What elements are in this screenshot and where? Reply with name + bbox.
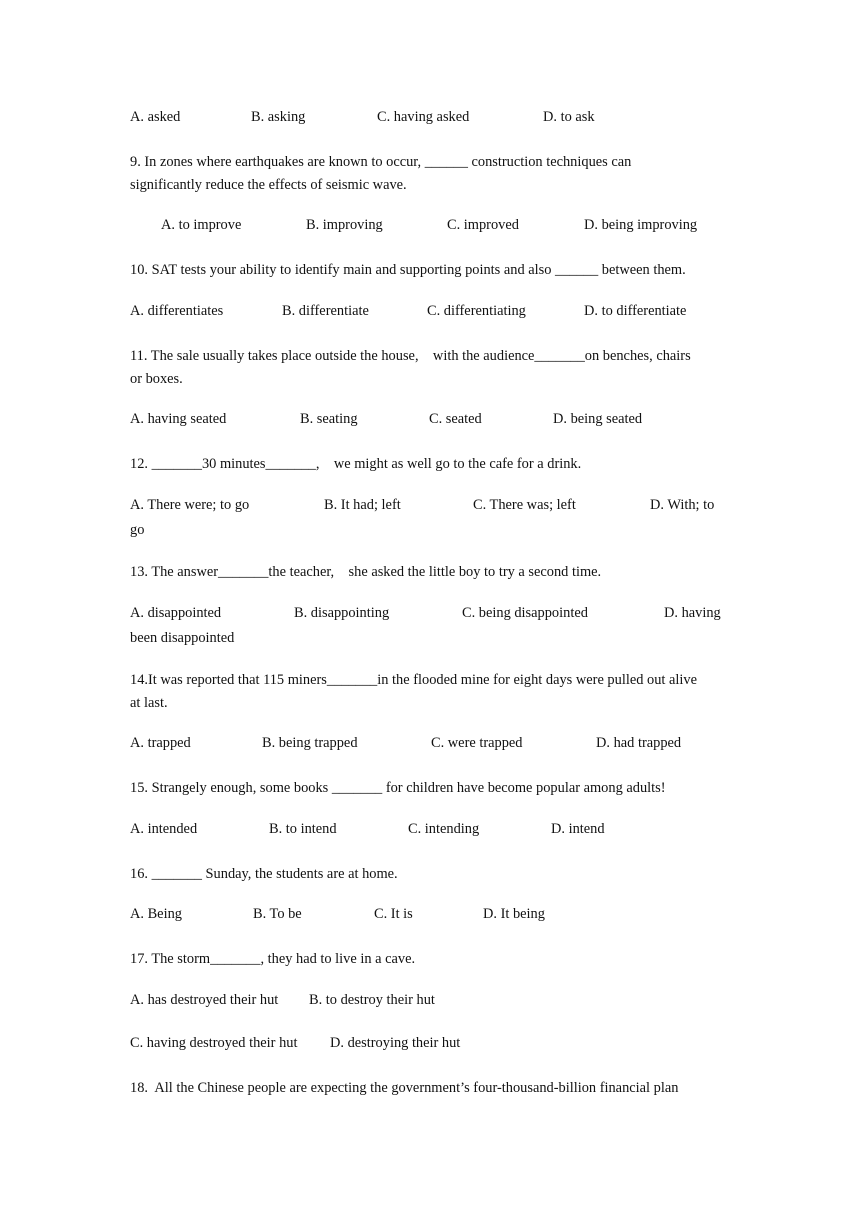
q16-option-c: C. It is (374, 906, 413, 922)
q14-options (0, 735, 860, 755)
q15-option-d: D. intend (551, 821, 605, 837)
q17-option-c: C. having destroyed their hut (130, 1035, 298, 1051)
q17-option-a: A. has destroyed their hut (130, 992, 279, 1008)
q9-option-c: C. improved (447, 217, 519, 233)
q11-stem-line2: or boxes. (130, 371, 183, 387)
q11-stem-line1: 11. The sale usually takes place outside the house, with the audience_______on benches, chairs (130, 348, 691, 364)
q12-option-d: D. With; to (650, 497, 715, 513)
q14-option-b: B. being trapped (262, 735, 358, 751)
q16-option-b: B. To be (253, 906, 302, 922)
q9-stem-line2: significantly reduce the effects of seismic wave. (130, 177, 407, 193)
q9-option-a: A. to improve (161, 217, 242, 233)
q13-options (0, 605, 860, 625)
q8-option-b: B. asking (251, 109, 306, 125)
q11-option-d: D. being seated (553, 411, 643, 427)
q9-option-b: B. improving (306, 217, 383, 233)
q13-option-b: B. disappointing (294, 605, 390, 621)
q13-option-a: A. disappointed (130, 605, 222, 621)
q17-option-d: D. destroying their hut (330, 1035, 461, 1051)
q10-option-c: C. differentiating (427, 303, 526, 319)
q14-option-a: A. trapped (130, 735, 191, 751)
q8-options (0, 109, 860, 129)
q9-options (0, 217, 860, 237)
q13-option-c: C. being disappointed (462, 605, 588, 621)
q9-option-d: D. being improving (584, 217, 698, 233)
q15-option-b: B. to intend (269, 821, 337, 837)
q13-stem: 13. The answer_______the teacher, she asked the little boy to try a second time. (130, 564, 602, 580)
q10-option-a: A. differentiates (130, 303, 224, 319)
q11-option-b: B. seating (300, 411, 358, 427)
q10-option-d: D. to differentiate (584, 303, 687, 319)
q14-option-d: D. had trapped (596, 735, 682, 751)
q13-option-d-wrap: been disappointed (130, 630, 235, 646)
q10-options (0, 303, 860, 323)
q9-stem-line1: 9. In zones where earthquakes are known to occur, ______ construction techniques can (130, 154, 632, 170)
q18-stem: 18. All the Chinese people are expecting the government’s four-thousand-billion financial plan (130, 1080, 679, 1096)
q11-options (0, 411, 860, 431)
q15-option-a: A. intended (130, 821, 198, 837)
q12-option-c: C. There was; left (473, 497, 576, 513)
q16-stem: 16. _______ Sunday, the students are at home. (130, 866, 398, 882)
q12-option-d-wrap: go (130, 522, 145, 538)
q16-options (0, 906, 860, 926)
q12-option-a: A. There were; to go (130, 497, 250, 513)
q17-stem: 17. The storm_______, they had to live in a cave. (130, 951, 416, 967)
q13-option-d: D. having (664, 605, 721, 621)
q17-option-b: B. to destroy their hut (309, 992, 435, 1008)
q12-stem: 12. _______30 minutes_______, we might as well go to the cafe for a drink. (130, 456, 582, 472)
q15-options (0, 821, 860, 841)
q17-options-row2 (0, 1035, 860, 1055)
q12-options (0, 497, 860, 517)
q8-option-c: C. having asked (377, 109, 470, 125)
q14-option-c: C. were trapped (431, 735, 523, 751)
q10-stem: 10. SAT tests your ability to identify main and supporting points and also ______ between them. (130, 262, 686, 278)
q15-stem: 15. Strangely enough, some books _______ for children have become popular among adults! (130, 780, 666, 796)
q15-option-c: C. intending (408, 821, 480, 837)
q14-stem-line2: at last. (130, 695, 168, 711)
q11-option-c: C. seated (429, 411, 482, 427)
q17-options-row1 (0, 992, 860, 1012)
q8-option-a: A. asked (130, 109, 181, 125)
q16-option-a: A. Being (130, 906, 182, 922)
q8-option-d: D. to ask (543, 109, 595, 125)
q14-stem-line1: 14.It was reported that 115 miners_______in the flooded mine for eight days were pulled out alive (130, 672, 697, 688)
q16-option-d: D. It being (483, 906, 545, 922)
q10-option-b: B. differentiate (282, 303, 369, 319)
q12-option-b: B. It had; left (324, 497, 401, 513)
q11-option-a: A. having seated (130, 411, 227, 427)
